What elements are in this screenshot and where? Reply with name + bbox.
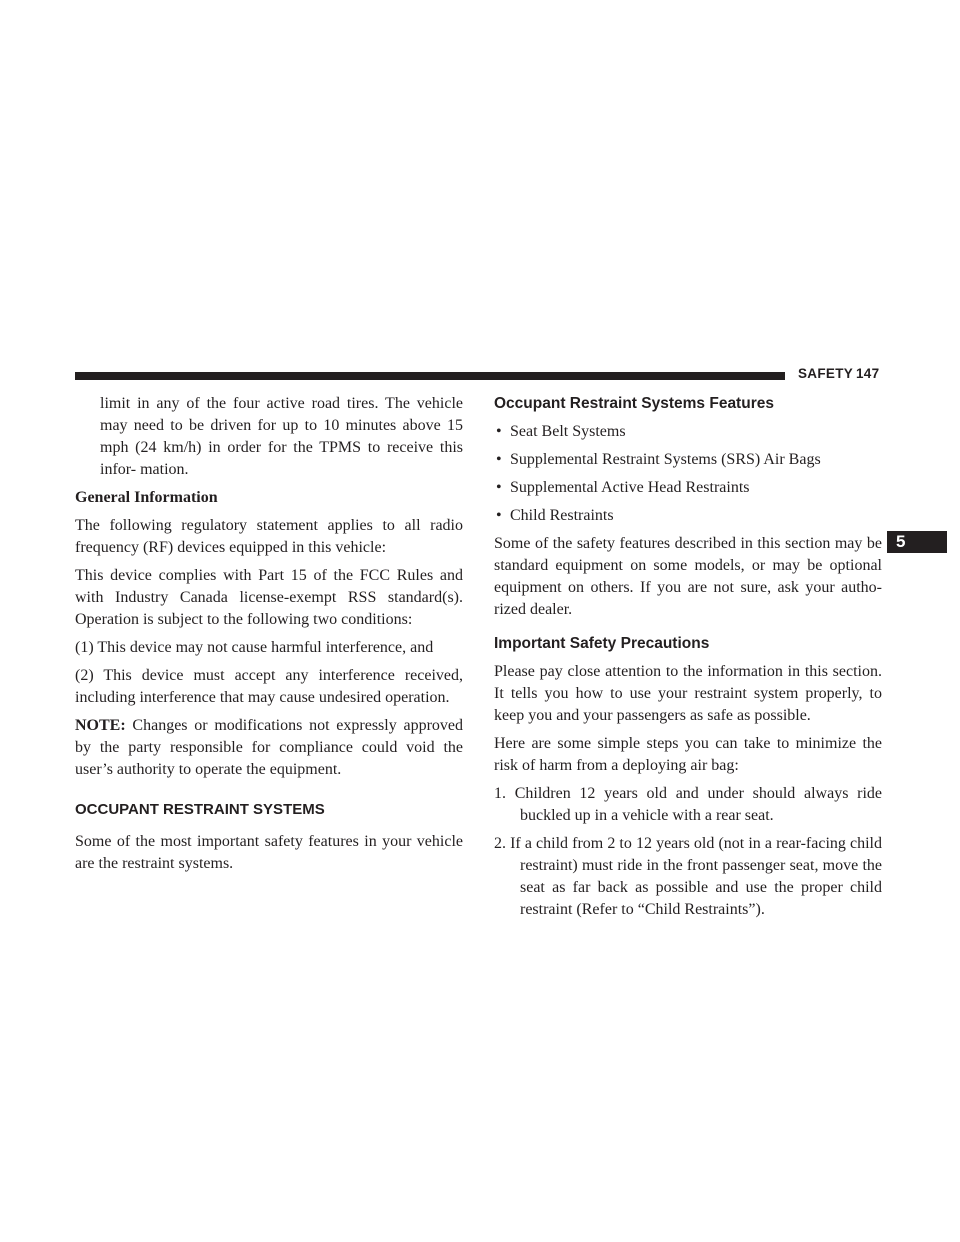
continued-paragraph: limit in any of the four active road tires. The vehicle may need to be driven for up to 10 minutes above 15 mph (24 km/h) in order for the TPMS to receive this infor- mation.: [100, 395, 463, 478]
fcc-compliance-paragraph: This device complies with Part 15 of the FCC Rules and with Industry Canada license-exempt RSS standard(s). Operation is subject to the following two conditions:: [75, 567, 463, 628]
precautions-paragraph-2: Here are some simple steps you can take to minimize the risk of harm from a deploying air bag:: [494, 735, 882, 774]
note-text: Changes or modifications not expressly approved by the party responsible for compliance could void the user’s authority to operate the equipment.: [75, 717, 463, 778]
list-item: • Child Restraints: [494, 505, 882, 527]
restraint-intro-paragraph: Some of the most important safety features in your vehicle are the restraint systems.: [75, 833, 463, 872]
features-list: [494, 421, 882, 527]
left-column: [75, 393, 463, 881]
occupant-restraint-systems-heading: OCCUPANT RESTRAINT SYSTEMS: [75, 801, 325, 818]
regulatory-paragraph: The following regulatory statement applies to all radio frequency (RF) devices equipped in this vehicle:: [75, 517, 463, 556]
general-information-heading: General Information: [75, 489, 218, 506]
precautions-heading: Important Safety Precautions: [494, 635, 710, 652]
list-item: • Supplemental Restraint Systems (SRS) Air Bags: [494, 449, 882, 471]
features-note-paragraph: Some of the safety features described in this section may be standard equipment on some models, or may be optional equipment on others. If you are not sure, ask your autho- rized dealer.: [494, 535, 882, 618]
right-column: [494, 393, 882, 927]
list-item: • Seat Belt Systems: [494, 421, 882, 443]
list-item: • Supplemental Active Head Restraints: [494, 477, 882, 499]
note-paragraph: [75, 715, 463, 781]
header-rule: [75, 372, 785, 380]
note-label: NOTE:: [75, 717, 126, 734]
list-item: 2. If a child from 2 to 12 years old (not in a rear-facing child restraint) must ride in the front passenger seat, move the seat as far back as possible and use the proper child restraint (Refer to “Child Restraints”).: [494, 835, 882, 918]
safety-steps-list: [494, 783, 882, 921]
list-item: 1. Children 12 years old and under should always ride buckled up in a vehicle with a rear seat.: [494, 785, 882, 824]
section-title: SAFETY: [798, 366, 854, 381]
chapter-tab: 5: [887, 531, 947, 553]
page-number: 147: [856, 366, 880, 381]
precautions-paragraph-1: Please pay close attention to the information in this section. It tells you how to use your restraint system properly, to keep you and your passengers as safe as possible.: [494, 663, 882, 724]
condition-2: (2) This device must accept any interference received, including interference that may cause undesired operation.: [75, 667, 463, 706]
features-heading: Occupant Restraint Systems Features: [494, 395, 774, 412]
condition-1: (1) This device may not cause harmful interference, and: [75, 639, 434, 656]
